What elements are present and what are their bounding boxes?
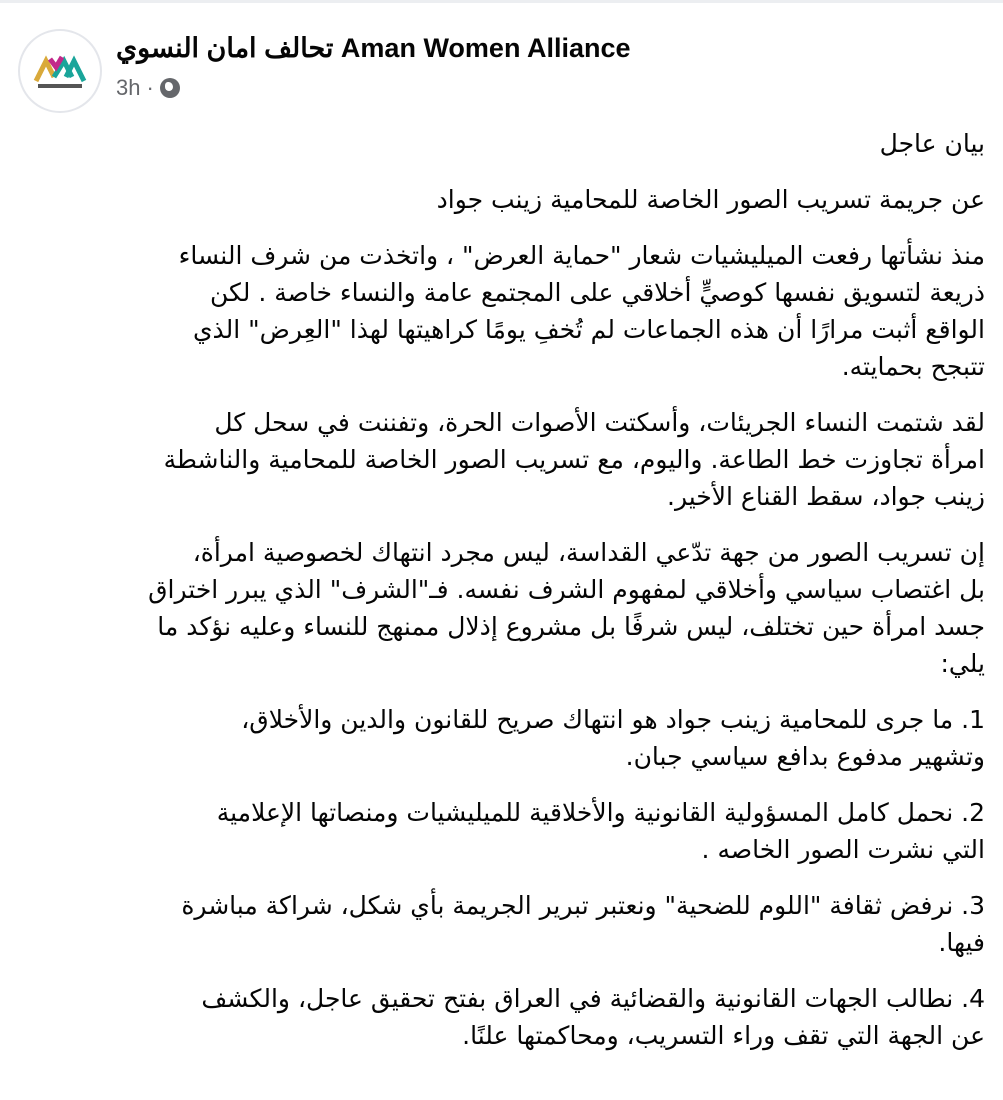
text-line: 2. نحمل كامل المسؤولية القانونية والأخلاقية للميليشيات ومنصاتها الإعلامية bbox=[216, 798, 985, 827]
text-line: ذريعة لتسويق نفسها كوصيٍّ أخلاقي على المجتمع عامة والنساء خاصة . لكن bbox=[209, 278, 985, 307]
post-paragraph bbox=[30, 980, 985, 1054]
post-paragraph bbox=[30, 887, 985, 961]
globe-icon[interactable] bbox=[160, 78, 180, 98]
text-line: التي نشرت الصور الخاصه . bbox=[701, 835, 985, 864]
post-paragraph bbox=[30, 404, 985, 515]
text-line: بيان عاجل bbox=[879, 129, 985, 158]
post-time[interactable]: 3h bbox=[116, 75, 141, 100]
post-paragraph bbox=[30, 237, 985, 385]
text-line: لقد شتمت النساء الجريئات، وأسكتت الأصوات الحرة، وتفننت في سحل كل bbox=[214, 408, 985, 437]
text-line: 3. نرفض ثقافة "اللوم للضحية" ونعتبر تبرير الجريمة بأي شكل، شراكة مباشرة bbox=[181, 891, 985, 920]
meta-separator: · bbox=[146, 75, 154, 100]
post-text bbox=[30, 125, 985, 1073]
text-line: زينب جواد، سقط القناع الأخير. bbox=[667, 482, 985, 511]
post-paragraph bbox=[30, 794, 985, 868]
text-line: بل اغتصاب سياسي وأخلاقي لمفهوم الشرف نفسه. فـ"الشرف" الذي يبرر اختراق bbox=[148, 575, 985, 604]
text-line: امرأة تجاوزت خط الطاعة. واليوم، مع تسريب الصور الخاصة للمحامية والناشطة bbox=[163, 445, 985, 474]
aman-logo-icon bbox=[32, 51, 88, 91]
post-paragraph bbox=[30, 701, 985, 775]
text-line: 4. نطالب الجهات القانونية والقضائية في العراق بفتح تحقيق عاجل، والكشف bbox=[201, 984, 985, 1013]
text-line: منذ نشأتها رفعت الميليشيات شعار "حماية العرض" ، واتخذت من شرف النساء bbox=[178, 241, 985, 270]
text-line: 1. ما جرى للمحامية زينب جواد هو انتهاك صريح للقانون والدين والأخلاق، bbox=[241, 705, 985, 734]
post-paragraph bbox=[30, 181, 985, 218]
post-paragraph bbox=[30, 534, 985, 682]
text-line: فيها. bbox=[938, 928, 985, 957]
post-meta bbox=[116, 75, 180, 101]
text-line: تتبجح بحمايته. bbox=[841, 352, 985, 381]
text-line: الواقع أثبت مرارًا أن هذه الجماعات لم تُخفِ يومًا كراهيتها لهذا "العِرض" الذي bbox=[192, 315, 985, 344]
page-avatar[interactable] bbox=[18, 29, 102, 113]
text-line: وتشهير مدفوع بدافع سياسي جبان. bbox=[625, 742, 985, 771]
text-line: عن جريمة تسريب الصور الخاصة للمحامية زينب جواد bbox=[436, 185, 985, 214]
page-name[interactable]: تحالف امان النسوي Aman Women Alliance bbox=[116, 33, 631, 63]
text-line: جسد امرأة حين تختلف، ليس شرفًا بل مشروع إذلال ممنهج للنساء وعليه نؤكد ما bbox=[157, 612, 985, 641]
text-line: عن الجهة التي تقف وراء التسريب، ومحاكمتها علنًا. bbox=[462, 1021, 985, 1050]
post-paragraph bbox=[30, 125, 985, 162]
text-line: يلي: bbox=[940, 649, 985, 678]
text-line: إن تسريب الصور من جهة تدّعي القداسة، ليس مجرد انتهاك لخصوصية امرأة، bbox=[192, 538, 985, 567]
